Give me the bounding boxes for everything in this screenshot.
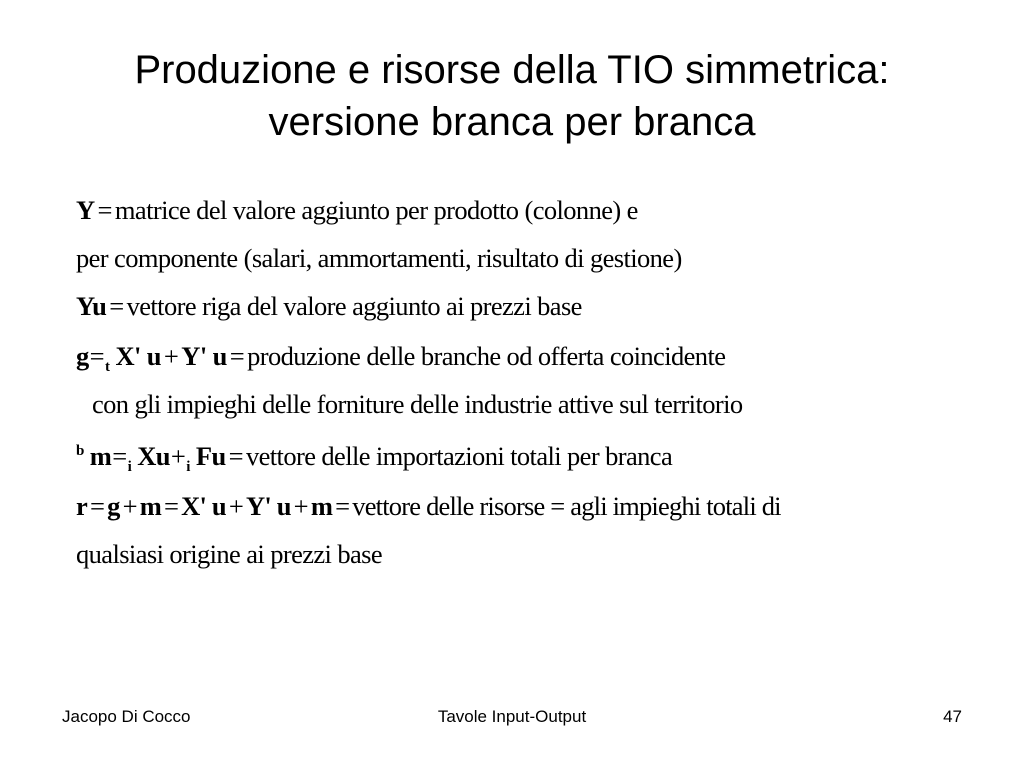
definition-text: con gli impieghi delle forniture delle industrie attive sul territorio [92, 389, 743, 419]
equation-line-5 [92, 388, 743, 420]
definition-text: per componente (salari, ammortamenti, risultato di gestione) [76, 243, 682, 273]
title-line-1: Produzione e risorse della TIO simmetrica: [134, 48, 890, 92]
equals-sign: = [112, 441, 127, 471]
plus-sign: + [170, 441, 186, 471]
symbol-m: m [310, 491, 333, 521]
footer-course: Tavole Input-Output [437, 707, 587, 726]
symbol-Xu: Xu [137, 441, 170, 471]
equals-sign: = [97, 195, 112, 225]
equation-line-3 [76, 290, 582, 322]
definition-text: vettore delle risorse = agli impieghi totali di [352, 491, 781, 521]
symbol-Xprime-u: X' u [181, 491, 226, 521]
equals-sign: = [164, 491, 179, 521]
plus-sign: + [163, 341, 179, 371]
symbol-r: r [76, 491, 87, 521]
plus-sign: + [293, 491, 308, 521]
equation-line-7 [76, 490, 781, 522]
equals-sign: = [228, 441, 243, 471]
subscript-i: i [186, 459, 190, 475]
footer-author: Jacopo Di Cocco [62, 707, 191, 726]
subscript-i: i [127, 459, 132, 475]
definition-text: matrice del valore aggiunto per prodotto (colonne) e [114, 195, 638, 225]
subscript-t: t [105, 359, 110, 375]
footer-page-number: 47 [943, 707, 962, 726]
symbol-Y: Y [76, 195, 95, 225]
equals-sign: = [109, 291, 124, 321]
slide-title [40, 44, 984, 148]
definition-text: qualsiasi origine ai prezzi base [76, 539, 383, 569]
definition-text: produzione delle branche od offerta coincidente [247, 341, 726, 371]
equation-line-6 [76, 440, 673, 475]
symbol-g: g [76, 341, 89, 371]
symbol-Yprime-u: Y' u [246, 491, 291, 521]
equation-line-8 [76, 538, 382, 570]
plus-sign: + [228, 491, 243, 521]
equation-line-4 [76, 340, 726, 375]
title-line-2: versione branca per branca [268, 100, 756, 144]
equals-sign: = [229, 341, 245, 371]
equals-sign: = [89, 341, 105, 371]
symbol-Yprime-u: Y' u [181, 341, 227, 371]
definition-text: vettore riga del valore aggiunto ai prezzi base [126, 291, 582, 321]
superscript-b: b [76, 443, 84, 459]
definition-text: vettore delle importazioni totali per branca [245, 441, 673, 471]
equation-line-1 [76, 194, 638, 226]
equals-sign: = [335, 491, 350, 521]
equals-sign: = [89, 491, 105, 521]
plus-sign: + [122, 491, 137, 521]
symbol-Xprime-u: X' u [115, 341, 161, 371]
symbol-m: m [89, 441, 112, 471]
symbol-Fu: Fu [195, 441, 226, 471]
equation-line-2 [76, 242, 682, 274]
symbol-g: g [107, 491, 120, 521]
symbol-m: m [139, 491, 162, 521]
symbol-Yu: Yu [76, 291, 107, 321]
